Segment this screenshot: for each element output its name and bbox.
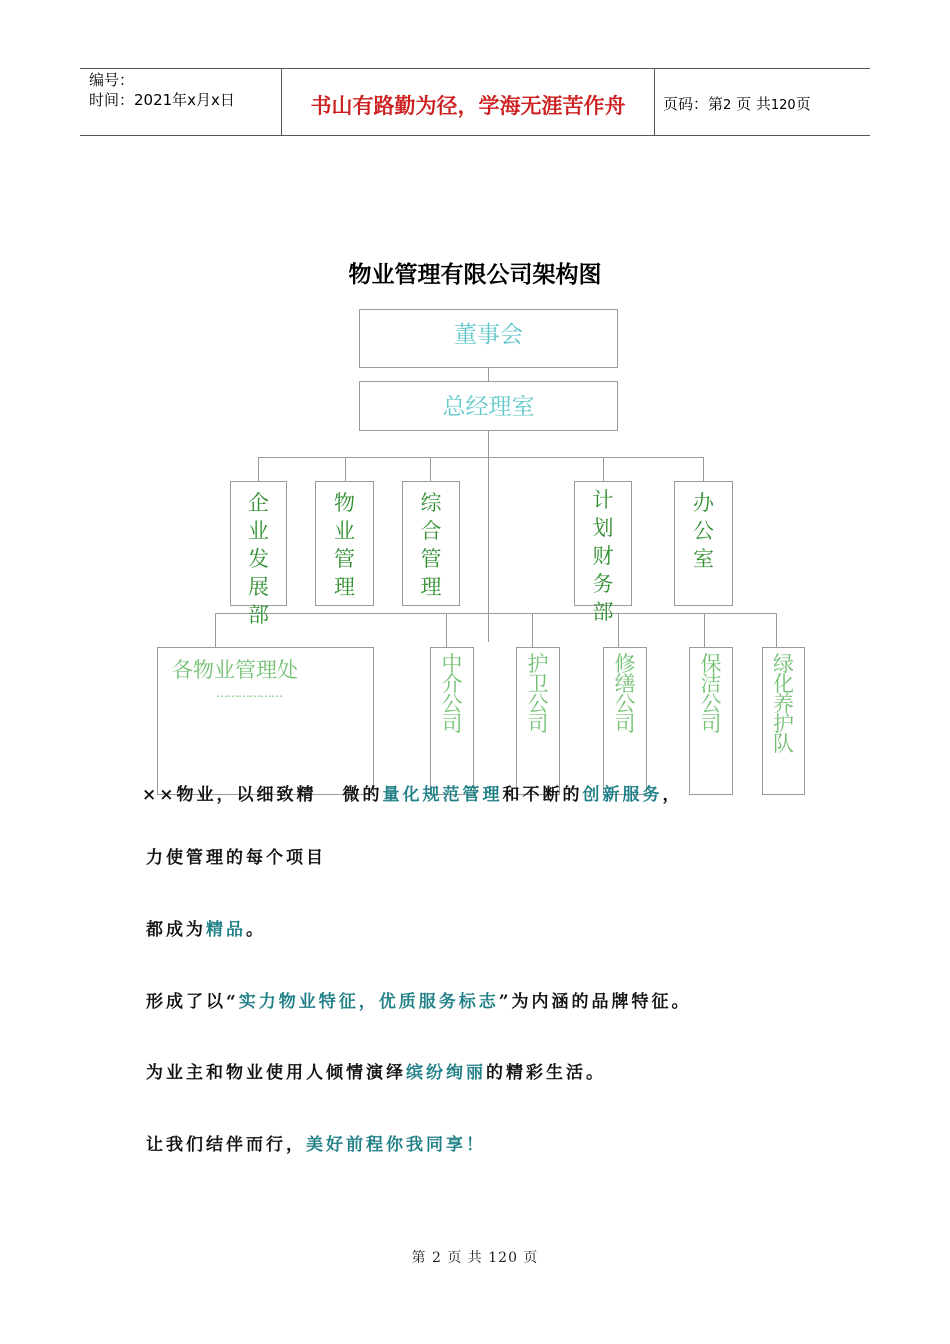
page-suffix: 页 — [795, 95, 811, 113]
page-footer: 第 2 页 共 120 页 — [411, 1250, 539, 1266]
page-middle: 页 共 — [736, 95, 771, 113]
paragraph-1: ××物业，以细致精 微的量化规范管理和不断的创新服务， — [142, 785, 683, 805]
sub-cleaning-company: 保 洁 公 司 — [689, 647, 733, 795]
paragraph-2: 力使管理的每个项目 — [146, 848, 326, 868]
time-label: 时间：2021年x月x日 — [89, 91, 235, 109]
connector-sub-bar — [215, 613, 776, 614]
page-current: 2 — [723, 98, 732, 113]
paragraph-6: 让我们结伴而行，美好前程你我同享！ — [146, 1135, 486, 1155]
connector-dept-2 — [345, 457, 346, 482]
dept-office: 办 公 室 — [674, 481, 733, 606]
connector-sub-2 — [446, 613, 447, 648]
connector-dept-3 — [430, 457, 431, 482]
sub-repair-company: 修 缮 公 司 — [603, 647, 647, 795]
connector-sub-5 — [704, 613, 705, 648]
sub-security-company: 护 卫 公 司 — [516, 647, 560, 795]
number-label: 编号： — [89, 71, 135, 89]
header-divider-right — [654, 68, 655, 136]
sub-agency-company: 中 介 公 司 — [430, 647, 474, 795]
dept-enterprise-development: 企 业 发 展 部 — [230, 481, 287, 606]
dept-planning-finance: 计 划 财 务 部 — [574, 481, 632, 606]
connector-dept-1 — [258, 457, 259, 482]
paragraph-3: 都成为精品。 — [146, 920, 266, 940]
page-total: 120 — [770, 98, 796, 113]
gm-office-box: 总经理室 — [359, 381, 618, 431]
connector-sub-3 — [532, 613, 533, 648]
board-box: 董事会 — [359, 309, 618, 368]
page-prefix: 页码：第 — [663, 95, 724, 113]
branch-office-label: 各物业管理处 — [172, 658, 298, 682]
sub-greening-team: 绿 化 养 护 队 — [762, 647, 805, 795]
motto: 书山有路勤为径，学海无涯苦作舟 — [310, 93, 626, 118]
paragraph-5: 为业主和物业使用人倾情演绎缤纷绚丽的精彩生活。 — [146, 1063, 606, 1083]
branch-office-dots: ……………… — [216, 686, 282, 700]
dept-general-management: 综 合 管 理 — [402, 481, 460, 606]
dept-property-management: 物 业 管 理 — [315, 481, 374, 606]
paragraph-4: 形成了以“实力物业特征，优质服务标志”为内涵的品牌特征。 — [146, 992, 692, 1012]
connector-sub-1 — [215, 613, 216, 648]
page-title: 物业管理有限公司架构图 — [348, 261, 602, 288]
header-top-rule — [80, 68, 870, 69]
connector-dept-5 — [703, 457, 704, 482]
connector-dept-bar — [258, 457, 704, 458]
connector-dept-4 — [603, 457, 604, 482]
header-bottom-rule — [80, 135, 870, 136]
connector-trunk — [488, 430, 489, 642]
branch-management-offices — [157, 647, 374, 795]
page-info — [663, 93, 811, 114]
connector-sub-6 — [776, 613, 777, 648]
